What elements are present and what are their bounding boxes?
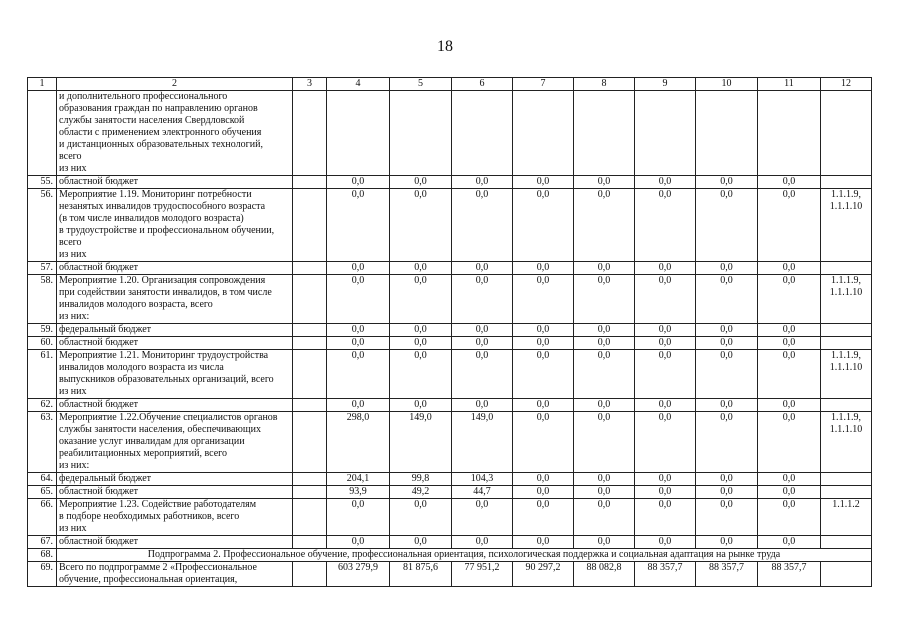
value-cell: 0,0 <box>452 262 513 275</box>
value-cell: 49,2 <box>390 486 452 499</box>
value-cell: 0,0 <box>452 499 513 536</box>
page-number: 18 <box>437 38 453 55</box>
row-number: 65. <box>28 486 57 499</box>
value-cell: 0,0 <box>758 412 821 473</box>
target-indicator-cell <box>821 262 872 275</box>
row-number: 67. <box>28 536 57 549</box>
cell-line: из них: <box>59 460 90 471</box>
target-indicator-cell <box>821 473 872 486</box>
row-number: 55. <box>28 176 57 189</box>
cell-line: 1.1.1.9, <box>831 275 861 286</box>
value-cell: 0,0 <box>574 337 635 350</box>
value-cell: 0,0 <box>696 399 758 412</box>
value-cell <box>327 91 390 176</box>
value-cell <box>513 91 574 176</box>
col-3-cell <box>293 324 327 337</box>
value-cell: 81 875,6 <box>390 562 452 587</box>
value-cell: 0,0 <box>513 275 574 324</box>
value-cell: 0,0 <box>758 262 821 275</box>
value-cell: 0,0 <box>327 499 390 536</box>
col-3-cell <box>293 562 327 587</box>
row-description <box>57 262 293 275</box>
row-description <box>57 499 293 536</box>
value-cell: 0,0 <box>452 350 513 399</box>
value-cell: 93,9 <box>327 486 390 499</box>
row-description <box>57 473 293 486</box>
row-description <box>57 399 293 412</box>
table-row <box>28 536 872 549</box>
value-cell: 0,0 <box>635 275 696 324</box>
row-description <box>57 337 293 350</box>
value-cell: 0,0 <box>390 324 452 337</box>
value-cell: 0,0 <box>696 275 758 324</box>
value-cell: 0,0 <box>635 536 696 549</box>
value-cell: 0,0 <box>635 337 696 350</box>
value-cell: 0,0 <box>696 176 758 189</box>
cell-line: (в том числе инвалидов молодого возраста) <box>59 213 244 224</box>
value-cell: 0,0 <box>635 324 696 337</box>
value-cell: 0,0 <box>327 536 390 549</box>
cell-line: областной бюджет <box>59 262 139 273</box>
col-3-cell <box>293 412 327 473</box>
cell-line: 1.1.1.10 <box>829 424 863 435</box>
header-cell-6: 6 <box>452 78 513 91</box>
cell-line: инвалидов молодого возраста из числа <box>59 362 224 373</box>
value-cell: 0,0 <box>574 189 635 262</box>
row-number: 60. <box>28 337 57 350</box>
cell-line: службы занятости населения, обеспечивающих <box>59 424 261 435</box>
table-row <box>28 189 872 262</box>
value-cell <box>390 91 452 176</box>
value-cell: 0,0 <box>513 337 574 350</box>
value-cell: 0,0 <box>758 486 821 499</box>
row-description <box>57 91 293 176</box>
header-cell-9: 9 <box>635 78 696 91</box>
value-cell: 0,0 <box>758 399 821 412</box>
header-cell-8: 8 <box>574 78 635 91</box>
value-cell: 0,0 <box>390 262 452 275</box>
value-cell: 0,0 <box>390 337 452 350</box>
cell-line: из них <box>59 249 87 260</box>
target-indicator-cell <box>821 499 872 536</box>
cell-line: и дистанционных образовательных технологий, <box>59 139 263 150</box>
value-cell: 0,0 <box>452 324 513 337</box>
target-indicator-cell <box>821 536 872 549</box>
cell-line: 1.1.1.9, <box>831 350 861 361</box>
value-cell: 0,0 <box>696 536 758 549</box>
target-indicator-cell <box>821 176 872 189</box>
cell-line: незанятых инвалидов трудоспособного возраста <box>59 201 266 212</box>
table-row <box>28 499 872 536</box>
value-cell: 0,0 <box>758 275 821 324</box>
value-cell: 90 297,2 <box>513 562 574 587</box>
target-indicator-cell <box>821 412 872 473</box>
cell-line: Мероприятие 1.19. Мониторинг потребности <box>59 189 252 200</box>
value-cell: 0,0 <box>635 499 696 536</box>
cell-line: областной бюджет <box>59 337 139 348</box>
cell-line: в подборе необходимых работников, всего <box>59 511 240 522</box>
cell-line: всего <box>59 151 82 162</box>
value-cell: 149,0 <box>390 412 452 473</box>
value-cell: 603 279,9 <box>327 562 390 587</box>
value-cell: 0,0 <box>513 499 574 536</box>
value-cell: 0,0 <box>452 189 513 262</box>
cell-line: Мероприятие 1.21. Мониторинг трудоустройства <box>59 350 269 361</box>
target-indicator-cell <box>821 189 872 262</box>
table-row <box>28 324 872 337</box>
value-cell: 0,0 <box>513 262 574 275</box>
table-row <box>28 350 872 399</box>
value-cell: 0,0 <box>513 412 574 473</box>
col-3-cell <box>293 536 327 549</box>
value-cell: 0,0 <box>574 499 635 536</box>
table-row <box>28 412 872 473</box>
cell-line: 1.1.1.9, <box>831 189 861 200</box>
value-cell: 0,0 <box>635 473 696 486</box>
value-cell: 77 951,2 <box>452 562 513 587</box>
value-cell: 0,0 <box>758 189 821 262</box>
header-cell-1: 1 <box>28 78 57 91</box>
value-cell: 0,0 <box>327 275 390 324</box>
value-cell: 88 082,8 <box>574 562 635 587</box>
cell-line: Мероприятие 1.22.Обучение специалистов органов <box>59 412 278 423</box>
value-cell <box>635 91 696 176</box>
value-cell: 0,0 <box>758 473 821 486</box>
cell-line: 1.1.1.9, <box>831 412 861 423</box>
row-number: 66. <box>28 499 57 536</box>
cell-line: федеральный бюджет <box>59 324 152 335</box>
value-cell <box>574 91 635 176</box>
value-cell: 0,0 <box>452 337 513 350</box>
cell-line: 1.1.1.10 <box>829 362 863 373</box>
row-number: 62. <box>28 399 57 412</box>
header-cell-7: 7 <box>513 78 574 91</box>
value-cell: 0,0 <box>327 324 390 337</box>
cell-line: 1.1.1.10 <box>829 201 863 212</box>
col-3-cell <box>293 275 327 324</box>
target-indicator-cell <box>821 562 872 587</box>
cell-line: области с применением электронного обучения <box>59 127 262 138</box>
value-cell: 0,0 <box>758 337 821 350</box>
value-cell: 0,0 <box>513 324 574 337</box>
col-3-cell <box>293 176 327 189</box>
value-cell: 88 357,7 <box>635 562 696 587</box>
cell-line: из них <box>59 163 87 174</box>
cell-line: из них: <box>59 311 90 322</box>
table-row <box>28 262 872 275</box>
value-cell: 0,0 <box>574 262 635 275</box>
cell-line: федеральный бюджет <box>59 473 152 484</box>
cell-line: 1.1.1.2 <box>832 499 860 510</box>
value-cell: 0,0 <box>327 176 390 189</box>
value-cell: 0,0 <box>390 350 452 399</box>
subprogram-title: Подпрограмма 2. Профессиональное обучение, профессиональная ориентация, психологическая поддержка и социальная адаптация на рынке труда <box>57 549 872 562</box>
value-cell: 0,0 <box>574 473 635 486</box>
value-cell: 0,0 <box>635 412 696 473</box>
table-row <box>28 562 872 587</box>
value-cell: 0,0 <box>513 536 574 549</box>
value-cell: 0,0 <box>574 399 635 412</box>
value-cell: 204,1 <box>327 473 390 486</box>
header-row <box>28 78 872 91</box>
target-indicator-cell <box>821 486 872 499</box>
row-description <box>57 275 293 324</box>
col-3-cell <box>293 91 327 176</box>
value-cell: 0,0 <box>513 189 574 262</box>
value-cell: 0,0 <box>635 262 696 275</box>
cell-line: из них <box>59 386 87 397</box>
value-cell <box>696 91 758 176</box>
cell-line: областной бюджет <box>59 486 139 497</box>
row-number: 59. <box>28 324 57 337</box>
table-row <box>28 176 872 189</box>
table-row <box>28 91 872 176</box>
cell-line: областной бюджет <box>59 536 139 547</box>
value-cell: 0,0 <box>327 337 390 350</box>
value-cell: 0,0 <box>513 176 574 189</box>
cell-line: службы занятости населения Свердловской <box>59 115 245 126</box>
table-row <box>28 473 872 486</box>
value-cell: 0,0 <box>452 176 513 189</box>
cell-line: и дополнительного профессионального <box>59 91 228 102</box>
col-3-cell <box>293 399 327 412</box>
value-cell: 0,0 <box>696 189 758 262</box>
value-cell: 0,0 <box>452 399 513 412</box>
value-cell: 0,0 <box>574 350 635 399</box>
value-cell: 0,0 <box>696 499 758 536</box>
value-cell <box>758 91 821 176</box>
value-cell: 0,0 <box>635 176 696 189</box>
value-cell: 0,0 <box>574 275 635 324</box>
row-description <box>57 562 293 587</box>
value-cell: 88 357,7 <box>696 562 758 587</box>
value-cell: 104,3 <box>452 473 513 486</box>
table-row <box>28 275 872 324</box>
value-cell: 0,0 <box>513 399 574 412</box>
value-cell: 0,0 <box>390 399 452 412</box>
table-row <box>28 486 872 499</box>
value-cell: 0,0 <box>758 324 821 337</box>
value-cell: 0,0 <box>574 486 635 499</box>
cell-line: при содействии занятости инвалидов, в том числе <box>59 287 272 298</box>
col-3-cell <box>293 486 327 499</box>
value-cell: 0,0 <box>513 486 574 499</box>
cell-line: оказание услуг инвалидам для организации <box>59 436 245 447</box>
value-cell: 0,0 <box>635 350 696 399</box>
table-row <box>28 337 872 350</box>
row-number: 56. <box>28 189 57 262</box>
value-cell: 0,0 <box>574 324 635 337</box>
cell-line: Всего по подпрограмме 2 «Профессиональное <box>59 562 257 573</box>
value-cell: 0,0 <box>758 176 821 189</box>
value-cell: 0,0 <box>390 499 452 536</box>
target-indicator-cell <box>821 324 872 337</box>
header-cell-11: 11 <box>758 78 821 91</box>
row-number: 57. <box>28 262 57 275</box>
value-cell: 0,0 <box>574 536 635 549</box>
value-cell: 0,0 <box>390 275 452 324</box>
header-cell-12: 12 <box>821 78 872 91</box>
value-cell: 0,0 <box>758 350 821 399</box>
table-row <box>28 399 872 412</box>
row-description <box>57 536 293 549</box>
cell-line: в трудоустройстве и профессиональном обучении, <box>59 225 275 236</box>
row-description <box>57 412 293 473</box>
value-cell: 0,0 <box>327 262 390 275</box>
value-cell: 149,0 <box>452 412 513 473</box>
value-cell: 0,0 <box>574 412 635 473</box>
value-cell: 0,0 <box>696 486 758 499</box>
cell-line: инвалидов молодого возраста, всего <box>59 299 213 310</box>
row-description <box>57 350 293 399</box>
value-cell: 0,0 <box>513 350 574 399</box>
header-cell-3: 3 <box>293 78 327 91</box>
value-cell: 0,0 <box>452 536 513 549</box>
subprogram-row <box>28 549 872 562</box>
cell-line: Мероприятие 1.20. Организация сопровождения <box>59 275 266 286</box>
target-indicator-cell <box>821 91 872 176</box>
value-cell: 0,0 <box>696 337 758 350</box>
col-3-cell <box>293 337 327 350</box>
value-cell: 0,0 <box>327 350 390 399</box>
header-cell-5: 5 <box>390 78 452 91</box>
row-number: 58. <box>28 275 57 324</box>
value-cell: 99,8 <box>390 473 452 486</box>
value-cell: 0,0 <box>635 486 696 499</box>
value-cell: 0,0 <box>574 176 635 189</box>
row-description <box>57 176 293 189</box>
value-cell: 0,0 <box>390 536 452 549</box>
cell-line: образования граждан по направлению органов <box>59 103 258 114</box>
row-number: 64. <box>28 473 57 486</box>
value-cell: 0,0 <box>696 262 758 275</box>
header-cell-4: 4 <box>327 78 390 91</box>
header-cell-10: 10 <box>696 78 758 91</box>
cell-line: реабилитационных мероприятий, всего <box>59 448 227 459</box>
value-cell: 0,0 <box>696 324 758 337</box>
budget-table <box>27 77 872 587</box>
value-cell: 0,0 <box>513 473 574 486</box>
header-cell-2: 2 <box>57 78 293 91</box>
value-cell: 0,0 <box>390 189 452 262</box>
cell-line: областной бюджет <box>59 399 139 410</box>
row-number: 69. <box>28 562 57 587</box>
value-cell: 44,7 <box>452 486 513 499</box>
value-cell: 0,0 <box>696 350 758 399</box>
target-indicator-cell <box>821 337 872 350</box>
cell-line: Мероприятие 1.23. Содействие работодателям <box>59 499 257 510</box>
value-cell: 0,0 <box>696 473 758 486</box>
cell-line: 1.1.1.10 <box>829 287 863 298</box>
col-3-cell <box>293 499 327 536</box>
cell-line: всего <box>59 237 82 248</box>
row-number: 61. <box>28 350 57 399</box>
value-cell: 0,0 <box>758 499 821 536</box>
cell-line: обучение, профессиональная ориентация, <box>59 574 238 585</box>
cell-line: областной бюджет <box>59 176 139 187</box>
col-3-cell <box>293 189 327 262</box>
value-cell: 0,0 <box>327 189 390 262</box>
row-number <box>28 91 57 176</box>
col-3-cell <box>293 473 327 486</box>
target-indicator-cell <box>821 275 872 324</box>
cell-line: выпускников образовательных организаций, всего <box>59 374 274 385</box>
row-description <box>57 189 293 262</box>
value-cell: 0,0 <box>327 399 390 412</box>
value-cell: 298,0 <box>327 412 390 473</box>
cell-line: из них <box>59 523 87 534</box>
target-indicator-cell <box>821 350 872 399</box>
value-cell: 0,0 <box>635 189 696 262</box>
value-cell: 0,0 <box>758 536 821 549</box>
value-cell: 0,0 <box>635 399 696 412</box>
col-3-cell <box>293 262 327 275</box>
col-3-cell <box>293 350 327 399</box>
target-indicator-cell <box>821 399 872 412</box>
value-cell: 0,0 <box>452 275 513 324</box>
value-cell: 0,0 <box>696 412 758 473</box>
row-description <box>57 324 293 337</box>
value-cell: 88 357,7 <box>758 562 821 587</box>
value-cell: 0,0 <box>390 176 452 189</box>
row-description <box>57 486 293 499</box>
row-number: 68. <box>28 549 57 562</box>
row-number: 63. <box>28 412 57 473</box>
value-cell <box>452 91 513 176</box>
